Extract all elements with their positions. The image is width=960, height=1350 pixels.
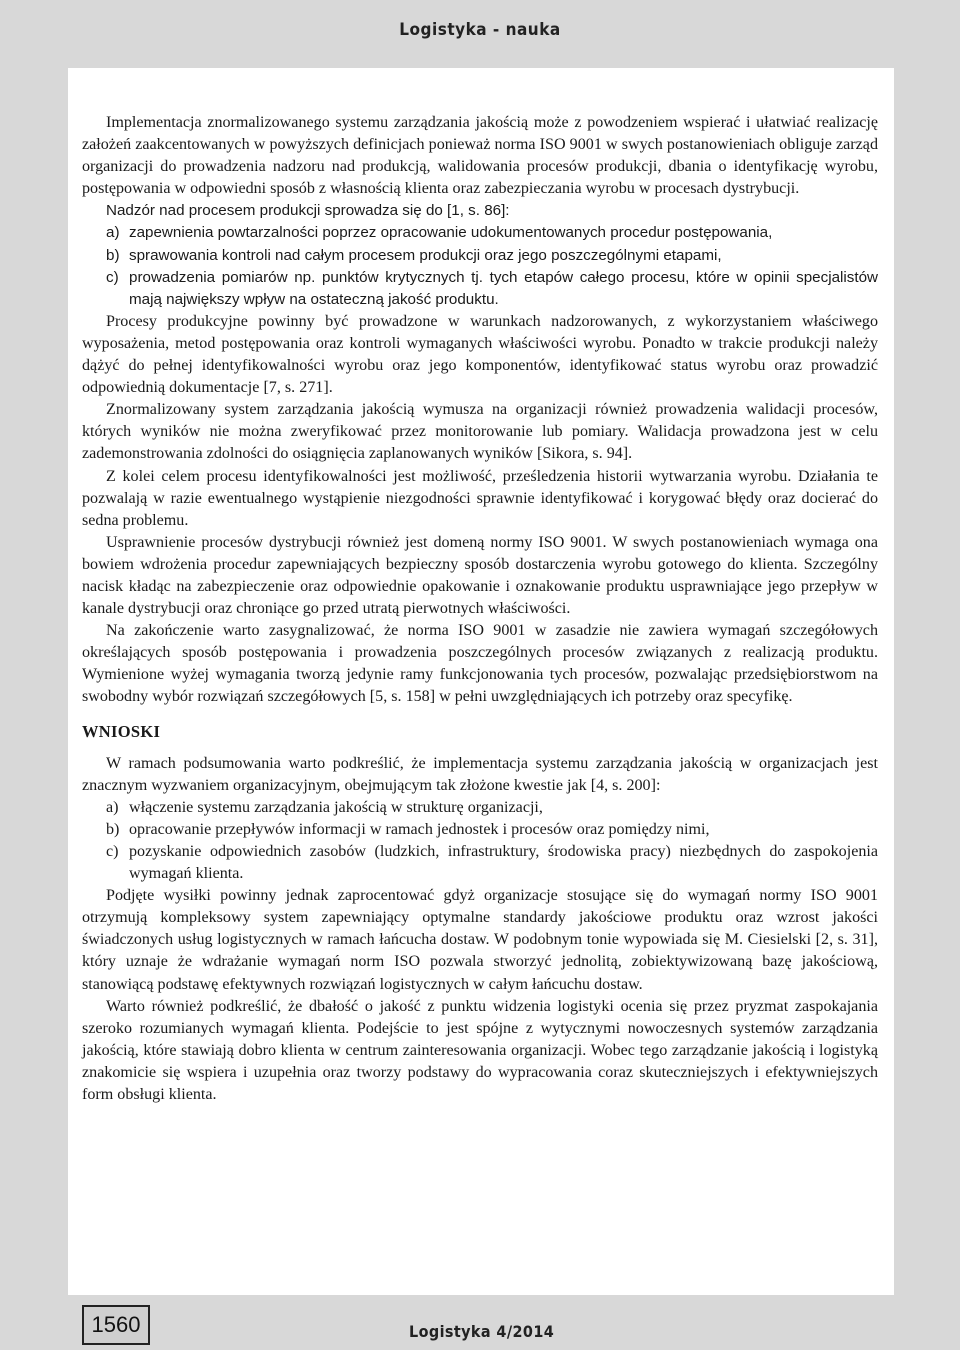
- paragraph: Znormalizowany system zarządzania jakością wymusza na organizacji również prowadzenia walidacji procesów, których wyników nie można zweryfikować przez monitorowanie lub pomiary. Walidacja prowadzona jest w celu zademonstrowania zdolności do osiągnięcia zaplanowanych wyników [Sikora, s. 94].: [82, 401, 878, 463]
- list-marker: b): [106, 820, 120, 838]
- list-item-text: zapewnienia powtarzalności poprzez opracowanie udokumentowanych procedur postępowania,: [129, 224, 773, 242]
- paragraph: Implementacja znormalizowanego systemu zarządzania jakością może z powodzeniem wspierać i ułatwiać realizację założeń zaakcentowanych w powyższych definicjach ponieważ norma ISO 9001 w swych postanowieniach obliguje zarząd organizacji do prowadzenia nadzoru nad produkcją, walidowania procesów produkcji, dbania o identyfikację wyrobu, postępowania w odpowiedni sposób z własnością klienta oraz zabezpieczania wyrobu w procesach dystrybucji.: [82, 114, 878, 198]
- paragraph: W ramach podsumowania warto podkreślić, że implementacja systemu zarządzania jakością w organizacjach jest znacznym wyzwaniem organizacyjnym, obejmującym tak złożone kwestie jak [4, s. 200]:: [82, 754, 878, 794]
- page-sheet: [68, 68, 894, 1295]
- paragraph: Na zakończenie warto zasygnalizować, że norma ISO 9001 w zasadzie nie zawiera wymagań szczegółowych określających sposób postępowania i prowadzenia poszczególnych procesów związanych z realizacją produktu. Wymienione wyżej wymagania tworzą jedynie ramy funkcjonowania tych procesów, pozwalając przedsiębiorstwom na swobodny wybór rozwiązań szczegółowych [5, s. 158] w pełni uwzględniających ich potrzeby oraz specyfikę.: [82, 622, 878, 706]
- list-marker: b): [106, 246, 120, 264]
- page-number: 1560: [82, 1305, 150, 1345]
- paragraph: Podjęte wysiłki powinny jednak zaprocentować gdyż organizacje stosujące się do wymagań normy ISO 9001 otrzymują kompleksowy system zapewniający optymalne standardy jakościowe produktu oraz wzrost jakości świadczonych usług logistycznych w ramach łańcucha dostaw. W podobnym tonie wypowiada się M. Ciesielski [2, s. 31], który uznaje że wdrażanie wymagań norm ISO pozwala stworzyć jednolitą, zobiektywizowaną bazę jakościową, stanowiącą podstawę efektywnych rozwiązań logistycznych w całym łańcuchu dostaw.: [82, 887, 878, 993]
- list-marker: c): [106, 843, 119, 860]
- running-header: Logistyka - nauka: [399, 20, 561, 40]
- list-item-text: sprawowania kontroli nad całym procesem produkcji oraz jego poszczególnymi etapami,: [129, 246, 722, 264]
- list-item: [106, 222, 878, 244]
- list-item-text: opracowanie przepływów informacji w ramach jednostek i procesów oraz pomiędzy nimi,: [129, 820, 710, 838]
- list-item: [106, 841, 878, 885]
- paragraph: Nadzór nad procesem produkcji sprowadza się do [1, s. 86]:: [106, 202, 510, 220]
- list-implementation-issues: [82, 797, 878, 885]
- paragraph: Z kolei celem procesu identyfikowalności jest możliwość, prześledzenia historii wytwarzania wyrobu. Działania te pozwalają w razie ewentualnego wystąpienie niezgodności sprawnie identyfikować i korygować błędy oraz docierać do sedna problemu.: [82, 467, 878, 529]
- list-item: [106, 267, 878, 311]
- paragraph: Warto również podkreślić, że dbałość o jakość z punktu widzenia logistyki ocenia się przez pryzmat zaspokajania szeroko rozumianych wymagań klienta. Podejście to jest spójne z wytycznymi nowoczesnych systemów zarządzania jakością, które stawiają dobro klienta w centrum zainteresowania organizacji. Wobec tego zarządzanie jakością i logistyką znakomicie się wspiera i uzupełnia oraz tworzy podstawy do wypracowania coraz skuteczniejszych i efektywniejszych form obsługi klienta.: [82, 997, 878, 1104]
- list-marker: c): [106, 268, 119, 286]
- article-body: [82, 112, 878, 1106]
- paragraph: Usprawnienie procesów dystrybucji również jest domeną normy ISO 9001. W swych postanowieniach wymaga ona bowiem wdrożenia procedur zapewniających bezpieczny sposób dostarczenia wyrobu gotowego do klienta. Szczególny nacisk kładąc na zabezpieczenie oraz odpowiednie opakowanie i oznakowanie produktu usprawniające jego przepływ w kanale dystrybucji oraz chroniące go przed utratą pierwotnych właściwości.: [82, 533, 878, 618]
- section-heading: WNIOSKI: [82, 721, 161, 741]
- list-item-text: włączenie systemu zarządzania jakością w strukturę organizacji,: [129, 798, 543, 816]
- list-marker: a): [106, 224, 120, 242]
- list-item: [106, 819, 878, 841]
- list-production-supervision: [82, 222, 878, 310]
- list-item-text: pozyskanie odpowiednich zasobów (ludzkich, infrastruktury, środowiska pracy) niezbędnych do zaspokojenia wymagań klienta.: [129, 843, 878, 883]
- list-item: [106, 797, 878, 819]
- running-footer: Logistyka 4/2014: [409, 1322, 555, 1341]
- list-item-text: prowadzenia pomiarów np. punktów krytycznych tj. tych etapów całego procesu, które w opinii specjalistów mają największy wpływ na ostateczną jakość produktu.: [129, 268, 878, 308]
- paragraph: Procesy produkcyjne powinny być prowadzone w warunkach nadzorowanych, z wykorzystaniem właściwego wyposażenia, metod postępowania oraz kontroli wymaganych właściwości wyrobu. Ponadto w trakcie produkcji należy dążyć do pełnej identyfikowalności wyrobu oraz jego komponentów, identyfikować status wyrobu oraz prowadzić odpowiednią dokumentacje [7, s. 271].: [82, 312, 878, 397]
- list-item: [106, 245, 878, 267]
- list-marker: a): [106, 798, 119, 816]
